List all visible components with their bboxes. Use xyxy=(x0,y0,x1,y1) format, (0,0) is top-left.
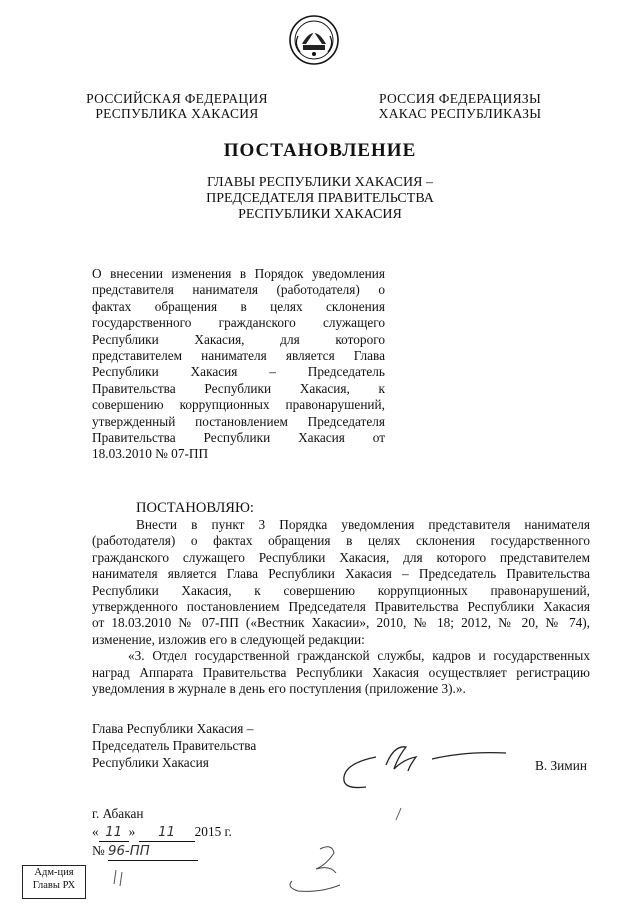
header-left xyxy=(82,91,272,121)
coat-of-arms-emblem xyxy=(288,14,340,66)
body-line: (работодателя) о фактах обращения в целях склонения государственного xyxy=(92,533,590,549)
signatory-position xyxy=(92,720,256,771)
place-and-date xyxy=(92,806,232,861)
body-line: «3. Отдел государственной гражданской службы, кадров и государственных xyxy=(128,648,590,664)
position-line-1: Глава Республики Хакасия – xyxy=(92,721,254,736)
document-title: ПОСТАНОВЛЕНИЕ xyxy=(223,140,417,161)
subtitle-line-3: РЕСПУБЛИКИ ХАКАСИЯ xyxy=(238,207,402,222)
body-line: изменение, изложив его в следующей редакции: xyxy=(92,631,365,647)
body-line: наград Аппарата Правительства Республики Хакасия осуществляет регистрацию xyxy=(92,664,590,680)
stamp-line-1: Адм-ция xyxy=(34,867,74,878)
document-subject xyxy=(92,266,385,463)
position-line-3: Республики Хакасия xyxy=(92,755,209,770)
subject-line: представителя нанимателя (работодателя) о xyxy=(92,282,385,298)
header-right-line-1: РОССИЯ ФЕДЕРАЦИЯЗЫ xyxy=(378,91,542,106)
subject-line: О внесении изменения в Порядок уведомления xyxy=(92,266,385,281)
decree-word: ПОСТАНОВЛЯЮ: xyxy=(136,500,254,516)
pen-mark xyxy=(392,806,404,822)
signatory-name: В. Зимин xyxy=(535,758,587,773)
header-right-line-2: ХАКАС РЕСПУБЛИКАЗЫ xyxy=(378,106,542,121)
body-line: уведомления в журнале в день его поступления (приложение 3).». xyxy=(92,681,466,697)
date-open-quote: « xyxy=(92,824,99,839)
document-number xyxy=(92,843,232,861)
document-body xyxy=(92,517,590,697)
handwritten-signature xyxy=(336,735,516,795)
body-line: нанимателя является Глава Республики Хакасия – Председатель Правительства xyxy=(92,566,590,582)
registration-stamp xyxy=(22,865,86,899)
number-label: № xyxy=(92,843,105,858)
position-line-2: Председатель Правительства xyxy=(92,738,257,753)
body-line: от 18.03.2010 № 07-ПП («Вестник Хакасии», 2010, № 18; 2012, № 20, № 74), xyxy=(92,615,590,631)
document-subtitle xyxy=(0,175,640,223)
document-date xyxy=(92,824,232,842)
subject-line: Правительства Республики Хакасия, к xyxy=(92,380,385,396)
subject-line: утвержденный постановлением Председателя xyxy=(92,413,385,429)
handwritten-tick xyxy=(110,866,130,890)
header-left-line-1: РОССИЙСКАЯ ФЕДЕРАЦИЯ xyxy=(86,91,268,106)
stamp-line-2: Главы РХ xyxy=(32,880,76,891)
date-close-quote: » xyxy=(128,824,136,839)
subtitle-line-1: ГЛАВЫ РЕСПУБЛИКИ ХАКАСИЯ – xyxy=(207,175,433,190)
subject-line: фактах обращения в целях склонения xyxy=(92,298,385,314)
subject-line: представителем нанимателя является Глава xyxy=(92,348,385,364)
place: г. Абакан xyxy=(92,806,144,821)
date-month: 11 xyxy=(139,825,195,842)
subtitle-line-2: ПРЕДСЕДАТЕЛЯ ПРАВИТЕЛЬСТВА xyxy=(206,191,434,206)
date-year: 2015 г. xyxy=(194,824,232,839)
number-value: 96-ПП xyxy=(108,844,198,861)
subject-line: 18.03.2010 № 07-ПП xyxy=(92,446,209,462)
subject-line: Республики Хакасия, для которого xyxy=(92,331,385,347)
header-right xyxy=(370,91,550,121)
body-line: Внести в пункт 3 Порядка уведомления представителя нанимателя xyxy=(136,517,590,532)
subject-line: государственного гражданского служащего xyxy=(92,315,385,331)
date-day: 11 xyxy=(99,825,129,842)
subject-line: Правительства Республики Хакасия от xyxy=(92,430,385,446)
subject-line: совершению коррупционных правонарушений, xyxy=(92,397,385,413)
body-line: гражданского служащего Республики Хакасия, для которого представителем xyxy=(92,549,590,565)
body-line: Республики Хакасия, к совершению коррупционных правонарушений, xyxy=(92,582,590,598)
handwritten-mark xyxy=(280,835,360,895)
body-line: утвержденного постановлением Председателя Правительства Республики Хакасия xyxy=(92,599,590,615)
subject-line: Республики Хакасия – Председатель xyxy=(92,364,385,380)
header-left-line-2: РЕСПУБЛИКА ХАКАСИЯ xyxy=(95,106,259,121)
